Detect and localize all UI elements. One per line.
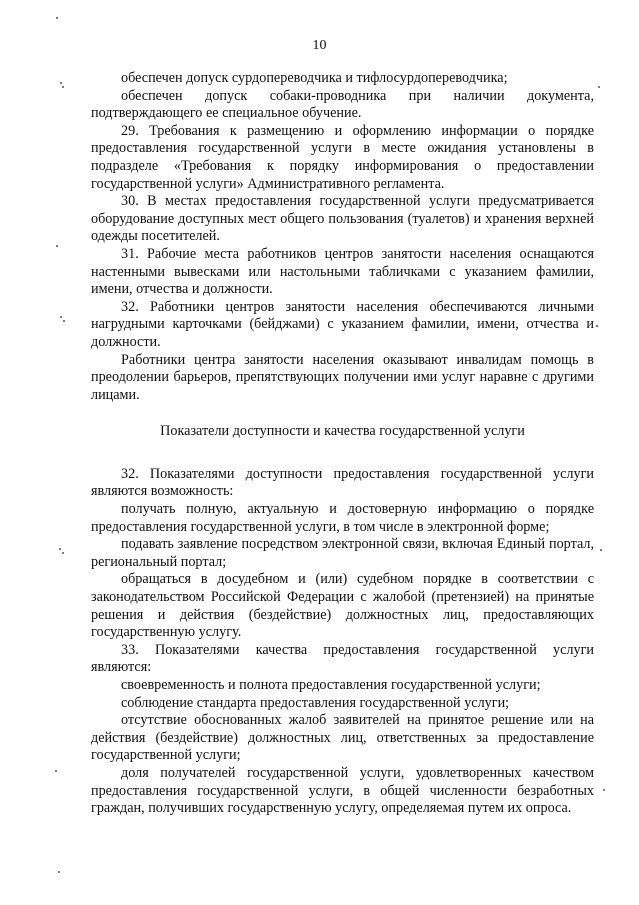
scan-speck xyxy=(63,320,65,322)
scan-speck xyxy=(58,871,60,873)
paragraph: подавать заявление посредством электронной связи, включая Единый портал, региональный портал; xyxy=(91,536,594,570)
paragraph: обеспечен допуск сурдопереводчика и тифлосурдопереводчика; xyxy=(121,70,508,86)
paragraph: 32. Работники центров занятости населения обеспечиваются личными нагрудными карточками (бейджами) с указанием фамилии, имени, отчества и должности. xyxy=(91,298,594,350)
paragraph: соблюдение стандарта предоставления государственной услуги; xyxy=(121,694,510,711)
paragraph: 32. Показателями доступности предоставления государственной услуги являются возможность: xyxy=(91,465,594,500)
scan-speck xyxy=(56,245,58,247)
paragraph: обращаться в досудебном и (или) судебном порядке в соответствии с законодательством Российской Федерации с жалобой (претензией) на принятые решения и действия (бездействие) должностных лиц, предоставляющих государственную услугу. xyxy=(91,571,594,641)
paragraph: обеспечен допуск собаки-проводника при наличии документа, подтверждающего ее специальное обучение. xyxy=(91,87,594,122)
section-heading: Показатели доступности и качества государственной услуги xyxy=(160,423,525,440)
paragraph: доля получателей государственной услуги, удовлетворенных качеством предоставления государственной услуги, в общей численности безработных граждан, получивших государственную услугу, определяемая путем их опроса. xyxy=(91,764,594,817)
scan-speck xyxy=(600,549,602,551)
paragraph: своевременность и полнота предоставления государственной услуги; xyxy=(121,677,541,693)
page-number: 10 xyxy=(312,38,327,53)
scan-speck xyxy=(56,17,58,19)
paragraph: 31. Рабочие места работников центров занятости населения оснащаются настенными вывесками или настольными табличками с указанием фамилии, имени, отчества и должности. xyxy=(91,245,594,298)
paragraph: 33. Показателями качества предоставления государственной услуги являются: xyxy=(91,641,594,676)
paragraph: получать полную, актуальную и достоверную информацию о порядке предоставления государственной услуги, в том числе в электронной форме; xyxy=(91,501,594,535)
scan-speck xyxy=(60,316,62,318)
document-body xyxy=(91,70,594,818)
scan-speck xyxy=(62,86,64,88)
paragraph: Работники центра занятости населения оказывают инвалидам помощь в преодолении барьеров, препятствующих получении ими услуг наравне с другими лицами. xyxy=(91,351,594,403)
scan-speck xyxy=(598,86,600,88)
scan-speck xyxy=(62,552,64,554)
scan-speck xyxy=(603,789,605,791)
paragraph: 30. В местах предоставления государственной услуги предусматривается оборудование доступных мест общего пользования (туалетов) и хранения верхней одежды посетителей. xyxy=(91,193,594,245)
scan-speck xyxy=(59,548,61,550)
scan-speck xyxy=(55,770,57,772)
scan-speck xyxy=(596,325,598,327)
paragraph: 29. Требования к размещению и оформлению информации о порядке предоставления государственной услуги в месте ожидания установлены в подразделе «Требования к порядку информирования о предоставлении государственной услуги» Административного регламента. xyxy=(91,122,594,192)
paragraph: отсутствие обоснованных жалоб заявителей на принятое решение или на действия (бездействие) должностных лиц, ответственных за предоставление государственной услуги; xyxy=(91,712,594,764)
scan-speck xyxy=(60,82,62,84)
